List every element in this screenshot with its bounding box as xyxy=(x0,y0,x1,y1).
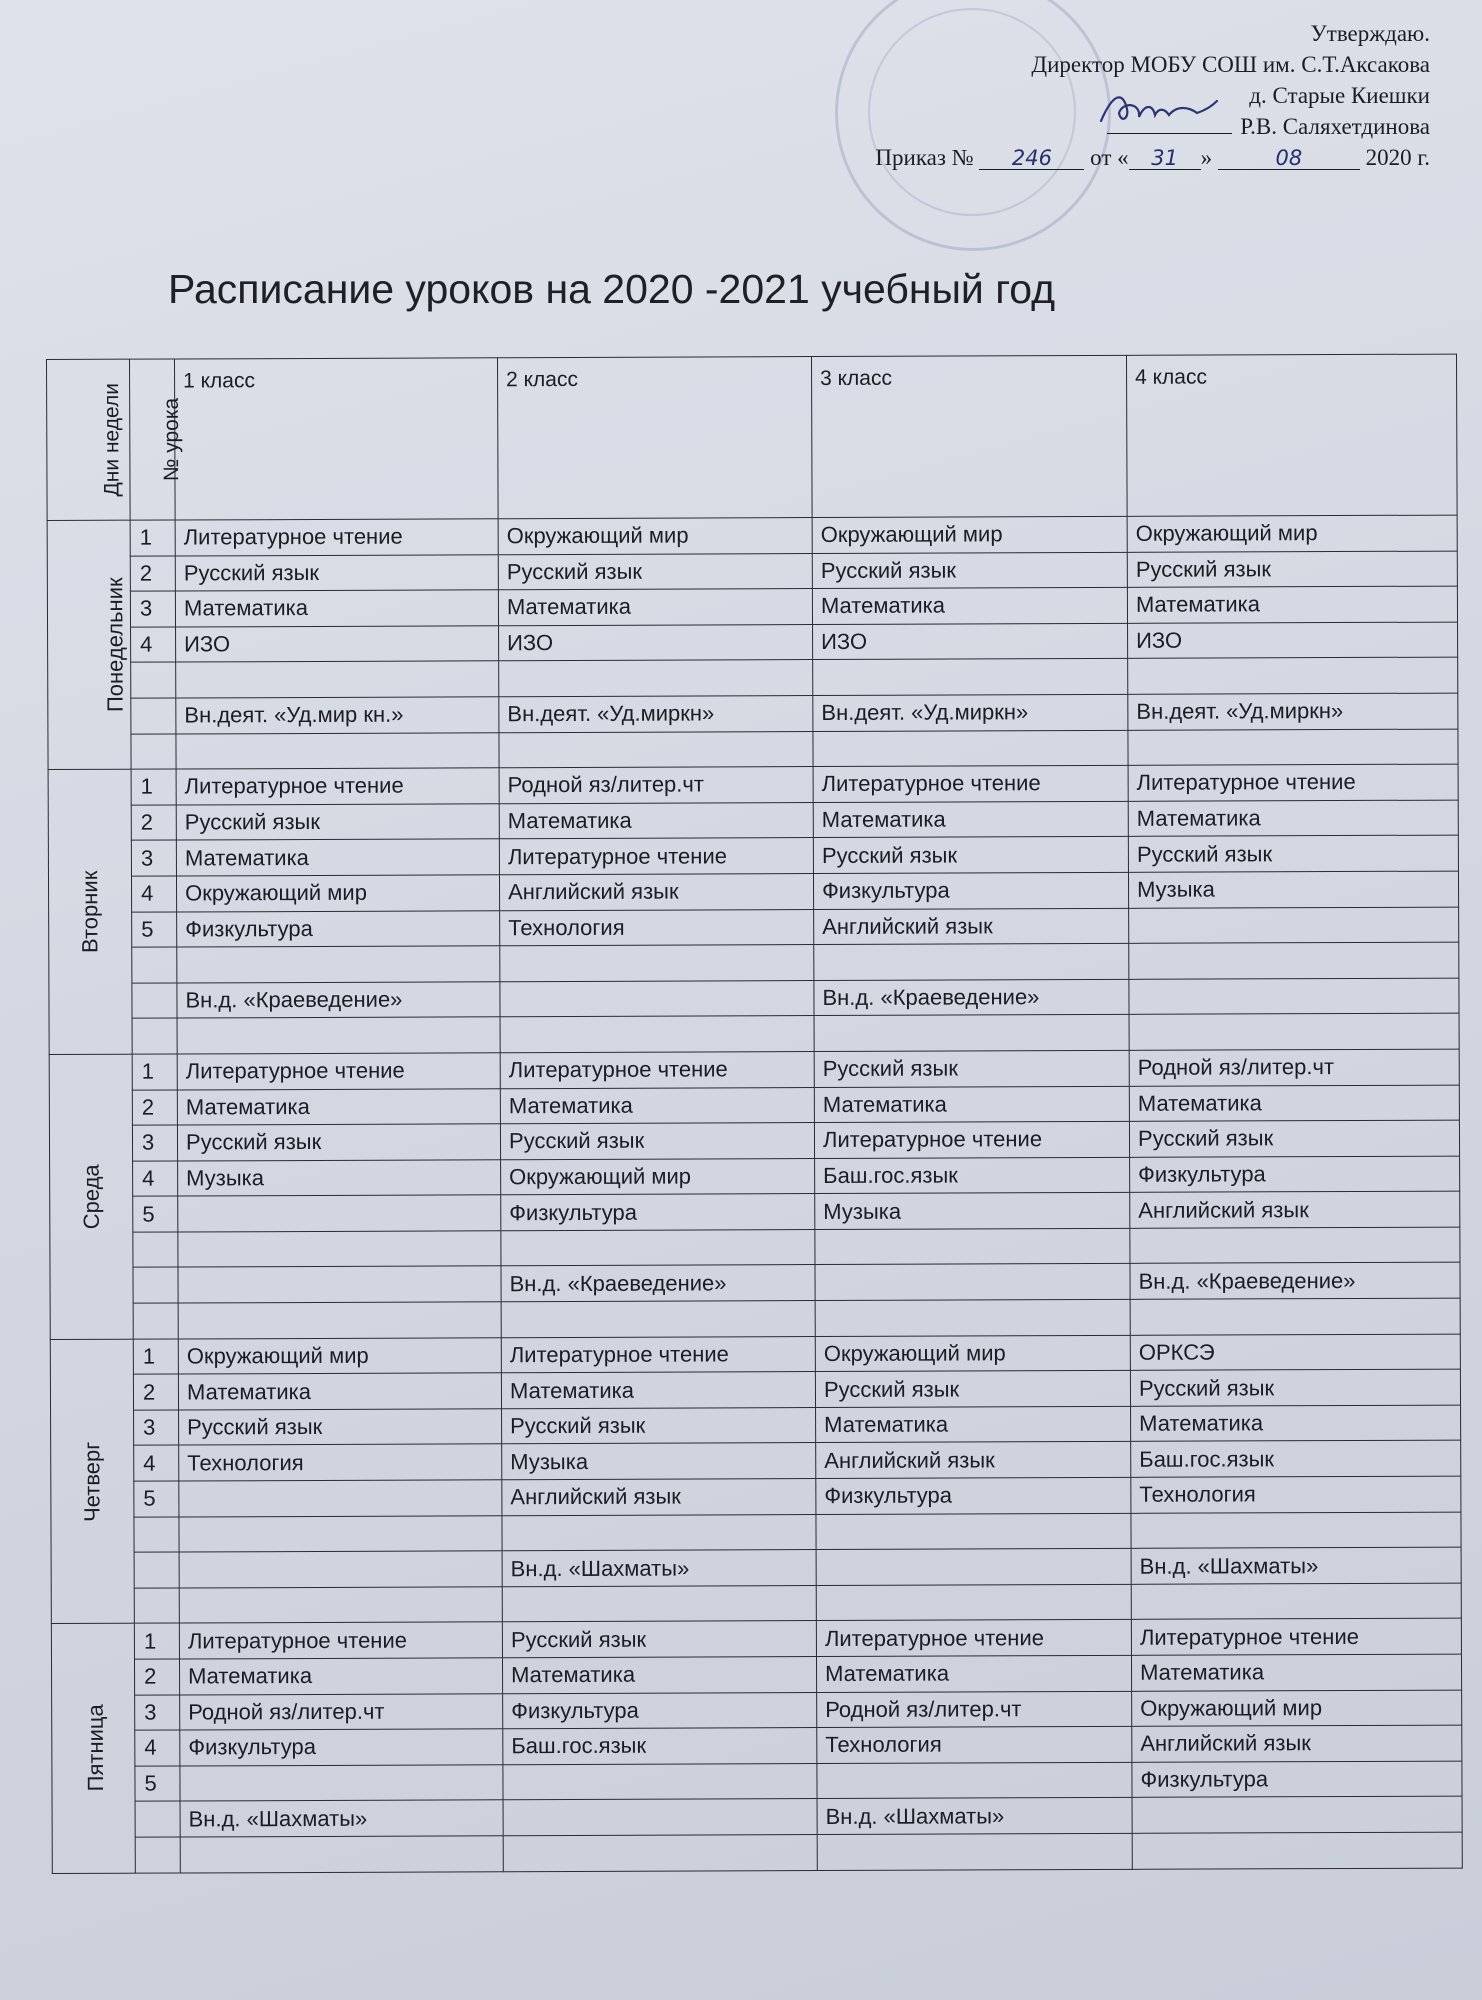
order-line xyxy=(670,142,1430,173)
subject-cell-class-3: Русский язык xyxy=(812,552,1127,589)
table-row xyxy=(51,1405,1461,1446)
subject-cell-class-4: Русский язык xyxy=(1130,1369,1460,1406)
table-row xyxy=(47,551,1457,592)
subject-cell-class-1: Литературное чтение xyxy=(177,1053,500,1090)
subject-cell-class-3: ИЗО xyxy=(813,623,1128,660)
day-name: Среда xyxy=(78,1164,104,1230)
header-class-1: 1 класс xyxy=(175,358,499,520)
subject-cell-class-1: ИЗО xyxy=(176,626,499,663)
schedule-table xyxy=(46,354,1463,1874)
subject-cell-class-1 xyxy=(178,1231,501,1268)
subject-cell-class-1 xyxy=(177,946,500,983)
subject-cell-class-4: Литературное чтение xyxy=(1128,764,1458,801)
subject-cell-class-3: Русский язык xyxy=(814,1050,1129,1087)
subject-cell-class-3: Родной яз/литер.чт xyxy=(817,1691,1132,1728)
subject-cell-class-1: Математика xyxy=(179,1658,502,1695)
subject-cell-class-4: Вн.д. «Шахматы» xyxy=(1131,1547,1461,1584)
subject-cell-class-4: Вн.д. «Краеведение» xyxy=(1130,1263,1460,1300)
subject-cell-class-2: Русский язык xyxy=(500,1123,814,1160)
day-cell xyxy=(47,520,131,769)
subject-cell-class-4: Физкультура xyxy=(1132,1761,1462,1798)
subject-cell-class-2: ИЗО xyxy=(499,624,813,661)
subject-cell-class-3: Английский язык xyxy=(814,908,1129,945)
subject-cell-class-1: Литературное чтение xyxy=(175,519,498,556)
order-close-quote: » xyxy=(1200,145,1213,170)
subject-cell-class-4 xyxy=(1132,1796,1462,1833)
table-header-row xyxy=(47,354,1458,520)
subject-cell-class-1 xyxy=(179,1515,502,1552)
subject-cell-class-2: Математика xyxy=(498,589,812,626)
subject-cell-class-1: Родной яз/литер.чт xyxy=(180,1693,503,1730)
table-row xyxy=(48,729,1458,770)
table-row xyxy=(51,1512,1461,1553)
subject-cell-class-3: Вн.д. «Шахматы» xyxy=(817,1798,1132,1835)
lesson-number: 2 xyxy=(132,1090,177,1126)
subject-cell-class-4: Английский язык xyxy=(1130,1191,1460,1228)
subject-cell-class-1 xyxy=(176,732,499,769)
subject-cell-class-1: Математика xyxy=(176,839,499,876)
lesson-number xyxy=(131,734,176,770)
table-row xyxy=(49,1013,1459,1054)
table-row xyxy=(52,1832,1462,1873)
order-from: от « xyxy=(1090,145,1129,170)
lesson-number: 4 xyxy=(134,1445,179,1481)
subject-cell-class-4: Окружающий мир xyxy=(1132,1690,1462,1727)
subject-cell-class-2 xyxy=(502,1585,816,1622)
table-row xyxy=(48,693,1458,734)
approval-line-2: Директор МОБУ СОШ им. С.Т.Аксакова xyxy=(1031,52,1430,77)
lesson-number xyxy=(134,1517,179,1553)
lesson-number xyxy=(131,698,176,734)
signature xyxy=(1107,111,1232,134)
subject-cell-class-4 xyxy=(1129,942,1459,979)
table-row xyxy=(50,1191,1460,1232)
subject-cell-class-3: Математика xyxy=(816,1406,1131,1443)
lesson-number xyxy=(134,1552,179,1588)
subject-cell-class-1 xyxy=(179,1480,502,1517)
subject-cell-class-2 xyxy=(501,1301,815,1338)
subject-cell-class-3 xyxy=(813,730,1128,767)
lesson-number: 1 xyxy=(131,769,176,805)
subject-cell-class-3: Окружающий мир xyxy=(812,516,1127,553)
subject-cell-class-1: Русский язык xyxy=(176,804,499,841)
subject-cell-class-1 xyxy=(178,1302,501,1339)
subject-cell-class-1 xyxy=(180,1765,503,1802)
subject-cell-class-3 xyxy=(816,1584,1131,1621)
lesson-number: 5 xyxy=(135,1766,180,1802)
table-row xyxy=(51,1618,1461,1659)
subject-cell-class-1: Физкультура xyxy=(180,1729,503,1766)
subject-cell-class-2: Русский язык xyxy=(498,553,812,590)
lesson-number xyxy=(132,983,177,1019)
lesson-number xyxy=(131,662,176,698)
subject-cell-class-2 xyxy=(503,1835,817,1872)
subject-cell-class-1: Математика xyxy=(175,590,498,627)
subject-cell-class-2: Математика xyxy=(502,1657,816,1694)
subject-cell-class-2: Английский язык xyxy=(499,873,813,910)
day-name: Пятница xyxy=(82,1704,109,1792)
lesson-number: 4 xyxy=(135,1730,180,1766)
approval-block xyxy=(670,18,1430,173)
subject-cell-class-1: Русский язык xyxy=(179,1409,502,1446)
subject-cell-class-3: Вн.деят. «Уд.миркн» xyxy=(813,694,1128,731)
day-name: Вторник xyxy=(77,870,103,954)
lesson-number: 2 xyxy=(134,1659,179,1695)
subject-cell-class-4: Русский язык xyxy=(1128,835,1458,872)
subject-cell-class-3: Технология xyxy=(817,1727,1132,1764)
lesson-number: 1 xyxy=(134,1623,179,1659)
subject-cell-class-3 xyxy=(814,1015,1129,1052)
approval-line-1: Утверждаю. xyxy=(1310,21,1430,46)
subject-cell-class-3: Окружающий мир xyxy=(815,1335,1130,1372)
lesson-number: 5 xyxy=(133,1196,178,1232)
table-row xyxy=(52,1796,1462,1837)
subject-cell-class-2 xyxy=(503,1799,817,1836)
table-row xyxy=(52,1725,1462,1766)
subject-cell-class-1: Математика xyxy=(178,1373,501,1410)
subject-cell-class-4: Окружающий мир xyxy=(1127,515,1457,552)
subject-cell-class-3 xyxy=(813,659,1128,696)
day-cell xyxy=(50,1339,134,1624)
subject-cell-class-1: Вн.деят. «Уд.мир кн.» xyxy=(176,697,499,734)
subject-cell-class-1: Вн.д. «Шахматы» xyxy=(180,1800,503,1837)
subject-cell-class-2: Русский язык xyxy=(502,1621,816,1658)
subject-cell-class-1: Физкультура xyxy=(177,910,500,947)
table-row xyxy=(51,1583,1461,1624)
lesson-number: 2 xyxy=(130,556,175,592)
table-row xyxy=(50,1298,1460,1339)
subject-cell-class-3 xyxy=(816,1549,1131,1586)
table-row xyxy=(48,657,1458,698)
subject-cell-class-3: Русский язык xyxy=(815,1371,1130,1408)
subject-cell-class-2 xyxy=(500,980,814,1017)
subject-cell-class-2: Музыка xyxy=(502,1443,816,1480)
subject-cell-class-1 xyxy=(177,1017,500,1054)
table-row xyxy=(50,1227,1460,1268)
table-row xyxy=(52,1761,1462,1802)
subject-cell-class-1: Окружающий мир xyxy=(176,875,499,912)
day-cell xyxy=(48,769,132,1054)
order-prefix: Приказ № xyxy=(875,145,974,170)
table-row xyxy=(48,871,1458,912)
table-row xyxy=(49,942,1459,983)
lesson-number xyxy=(133,1267,178,1303)
subject-cell-class-3: Английский язык xyxy=(816,1442,1131,1479)
subject-cell-class-4: Английский язык xyxy=(1132,1725,1462,1762)
subject-cell-class-3: Физкультура xyxy=(813,872,1128,909)
subject-cell-class-2: Вн.деят. «Уд.миркн» xyxy=(499,696,813,733)
subject-cell-class-4: Литературное чтение xyxy=(1131,1618,1461,1655)
subject-cell-class-3: Математика xyxy=(816,1655,1131,1692)
director-name: Р.В. Саляхетдинова xyxy=(1240,114,1430,139)
subject-cell-class-3 xyxy=(817,1762,1132,1799)
subject-cell-class-2: Окружающий мир xyxy=(498,518,812,555)
subject-cell-class-3 xyxy=(816,1513,1131,1550)
subject-cell-class-3: Математика xyxy=(812,588,1127,625)
subject-cell-class-3: Литературное чтение xyxy=(813,766,1128,803)
subject-cell-class-3: Математика xyxy=(813,801,1128,838)
subject-cell-class-2: Математика xyxy=(499,802,813,839)
table-row xyxy=(49,1085,1459,1126)
subject-cell-class-4: Технология xyxy=(1131,1476,1461,1513)
subject-cell-class-2 xyxy=(499,731,813,768)
subject-cell-class-4 xyxy=(1128,657,1458,694)
lesson-number: 1 xyxy=(133,1339,178,1375)
subject-cell-class-1: Вн.д. «Краеведение» xyxy=(177,981,500,1018)
subject-cell-class-1 xyxy=(178,1195,501,1232)
subject-cell-class-2 xyxy=(500,945,814,982)
lesson-number xyxy=(135,1837,180,1873)
subject-cell-class-2: Родной яз/литер.чт xyxy=(499,767,813,804)
table-row xyxy=(49,1120,1459,1161)
lesson-number: 4 xyxy=(133,1161,178,1197)
subject-cell-class-1 xyxy=(179,1587,502,1624)
director-signature-line xyxy=(670,111,1430,142)
subject-cell-class-2: Русский язык xyxy=(502,1407,816,1444)
subject-cell-class-1: Математика xyxy=(177,1088,500,1125)
subject-cell-class-2 xyxy=(502,1514,816,1551)
subject-cell-class-2 xyxy=(501,1229,815,1266)
subject-cell-class-2: Математика xyxy=(500,1087,814,1124)
subject-cell-class-4 xyxy=(1130,1298,1460,1335)
order-day: 31 xyxy=(1129,147,1201,170)
lesson-number xyxy=(134,1588,179,1624)
subject-cell-class-1: Окружающий мир xyxy=(178,1337,501,1374)
subject-cell-class-4 xyxy=(1129,978,1459,1015)
subject-cell-class-1 xyxy=(178,1266,501,1303)
subject-cell-class-4: Вн.деят. «Уд.миркн» xyxy=(1128,693,1458,730)
subject-cell-class-4 xyxy=(1128,729,1458,766)
lesson-number: 3 xyxy=(134,1410,179,1446)
approval-line-3: д. Старые Киешки xyxy=(1249,83,1430,108)
lesson-number: 3 xyxy=(130,591,175,627)
subject-cell-class-4: Математика xyxy=(1127,586,1457,623)
subject-cell-class-2: Литературное чтение xyxy=(501,1336,815,1373)
subject-cell-class-2: Английский язык xyxy=(502,1479,816,1516)
lesson-number: 1 xyxy=(130,520,175,556)
table-row xyxy=(51,1547,1461,1588)
table-row xyxy=(48,835,1458,876)
subject-cell-class-4: Математика xyxy=(1131,1405,1461,1442)
lesson-number: 3 xyxy=(131,840,176,876)
header-class-4: 4 класс xyxy=(1126,354,1457,516)
subject-cell-class-4: Математика xyxy=(1131,1654,1461,1691)
subject-cell-class-1: Русский язык xyxy=(175,554,498,591)
header-days: Дни недели xyxy=(47,359,131,520)
subject-cell-class-2: Окружающий мир xyxy=(501,1158,815,1195)
subject-cell-class-3: Вн.д. «Краеведение» xyxy=(814,979,1129,1016)
subject-cell-class-2: Математика xyxy=(501,1372,815,1409)
subject-cell-class-4: Физкультура xyxy=(1130,1156,1460,1193)
table-row xyxy=(50,1156,1460,1197)
subject-cell-class-4: Математика xyxy=(1129,1085,1459,1122)
lesson-number xyxy=(132,1018,177,1054)
subject-cell-class-4: ИЗО xyxy=(1128,622,1458,659)
lesson-number: 3 xyxy=(132,1125,177,1161)
subject-cell-class-3: Русский язык xyxy=(813,837,1128,874)
header-class-3: 3 класс xyxy=(811,355,1127,517)
subject-cell-class-4 xyxy=(1129,1013,1459,1050)
lesson-number xyxy=(132,947,177,983)
subject-cell-class-1: Литературное чтение xyxy=(179,1622,502,1659)
day-name: Понедельник xyxy=(102,577,128,713)
subject-cell-class-2: Баш.гос.язык xyxy=(503,1728,817,1765)
subject-cell-class-2: Литературное чтение xyxy=(500,1051,814,1088)
subject-cell-class-2 xyxy=(500,1016,814,1053)
lesson-number: 2 xyxy=(131,805,176,841)
header-lesson-no: № урока xyxy=(130,359,176,520)
table-row xyxy=(49,907,1459,948)
subject-cell-class-3: Литературное чтение xyxy=(816,1620,1131,1657)
subject-cell-class-4: Музыка xyxy=(1128,871,1458,908)
table-row xyxy=(51,1441,1461,1482)
table-row xyxy=(48,764,1458,805)
subject-cell-class-1 xyxy=(176,661,499,698)
subject-cell-class-3 xyxy=(814,943,1129,980)
subject-cell-class-3: Баш.гос.язык xyxy=(815,1157,1130,1194)
day-cell xyxy=(49,1054,133,1339)
lesson-number: 2 xyxy=(133,1374,178,1410)
lesson-number: 3 xyxy=(135,1695,180,1731)
subject-cell-class-4: ОРКСЭ xyxy=(1130,1334,1460,1371)
day-cell xyxy=(51,1624,135,1873)
subject-cell-class-4 xyxy=(1132,1832,1462,1869)
lesson-number: 5 xyxy=(132,912,177,948)
table-row xyxy=(47,515,1457,556)
subject-cell-class-4 xyxy=(1131,1583,1461,1620)
subject-cell-class-2 xyxy=(499,660,813,697)
subject-cell-class-2 xyxy=(503,1763,817,1800)
order-year: 2020 г. xyxy=(1365,145,1430,170)
table-row xyxy=(51,1476,1461,1517)
subject-cell-class-4: Русский язык xyxy=(1129,1120,1459,1157)
subject-cell-class-4 xyxy=(1130,1227,1460,1264)
subject-cell-class-2: Технология xyxy=(500,909,814,946)
subject-cell-class-2: Вн.д. «Шахматы» xyxy=(502,1550,816,1587)
subject-cell-class-1: Музыка xyxy=(178,1159,501,1196)
table-row xyxy=(51,1654,1461,1695)
lesson-number: 4 xyxy=(131,627,176,663)
subject-cell-class-1 xyxy=(179,1551,502,1588)
lesson-number xyxy=(133,1303,178,1339)
day-name: Четверг xyxy=(79,1441,105,1522)
subject-cell-class-3 xyxy=(815,1228,1130,1265)
order-month: 08 xyxy=(1218,147,1360,170)
table-row xyxy=(49,1049,1459,1090)
subject-cell-class-2: Вн.д. «Краеведение» xyxy=(501,1265,815,1302)
subject-cell-class-1: Литературное чтение xyxy=(176,768,499,805)
order-number: 246 xyxy=(979,147,1084,170)
lesson-number: 4 xyxy=(131,876,176,912)
header-class-2: 2 класс xyxy=(497,357,812,519)
table-row xyxy=(49,978,1459,1019)
lesson-number: 5 xyxy=(134,1481,179,1517)
subject-cell-class-3: Литературное чтение xyxy=(814,1121,1129,1158)
page-title: Расписание уроков на 2020 -2021 учебный год xyxy=(168,266,1056,312)
subject-cell-class-2: Физкультура xyxy=(501,1194,815,1231)
table-row xyxy=(52,1690,1462,1731)
subject-cell-class-3: Музыка xyxy=(815,1193,1130,1230)
subject-cell-class-4: Родной яз/литер.чт xyxy=(1129,1049,1459,1086)
table-row xyxy=(48,800,1458,841)
subject-cell-class-4 xyxy=(1129,907,1459,944)
lesson-number xyxy=(135,1801,180,1837)
subject-cell-class-3: Математика xyxy=(814,1086,1129,1123)
subject-cell-class-3 xyxy=(817,1833,1132,1870)
table-row xyxy=(50,1263,1460,1304)
subject-cell-class-1: Русский язык xyxy=(177,1124,500,1161)
subject-cell-class-2: Физкультура xyxy=(503,1692,817,1729)
table-row xyxy=(47,586,1457,627)
subject-cell-class-1 xyxy=(180,1836,503,1873)
lesson-number xyxy=(133,1232,178,1268)
subject-cell-class-4 xyxy=(1131,1512,1461,1549)
subject-cell-class-3 xyxy=(815,1264,1130,1301)
subject-cell-class-4: Математика xyxy=(1128,800,1458,837)
subject-cell-class-3 xyxy=(815,1299,1130,1336)
subject-cell-class-2: Литературное чтение xyxy=(499,838,813,875)
subject-cell-class-3: Физкультура xyxy=(816,1477,1131,1514)
table-row xyxy=(50,1334,1460,1375)
lesson-number: 1 xyxy=(132,1054,177,1090)
subject-cell-class-4: Баш.гос.язык xyxy=(1131,1441,1461,1478)
table-row xyxy=(48,622,1458,663)
subject-cell-class-4: Русский язык xyxy=(1127,551,1457,588)
table-row xyxy=(50,1369,1460,1410)
subject-cell-class-1: Технология xyxy=(179,1444,502,1481)
